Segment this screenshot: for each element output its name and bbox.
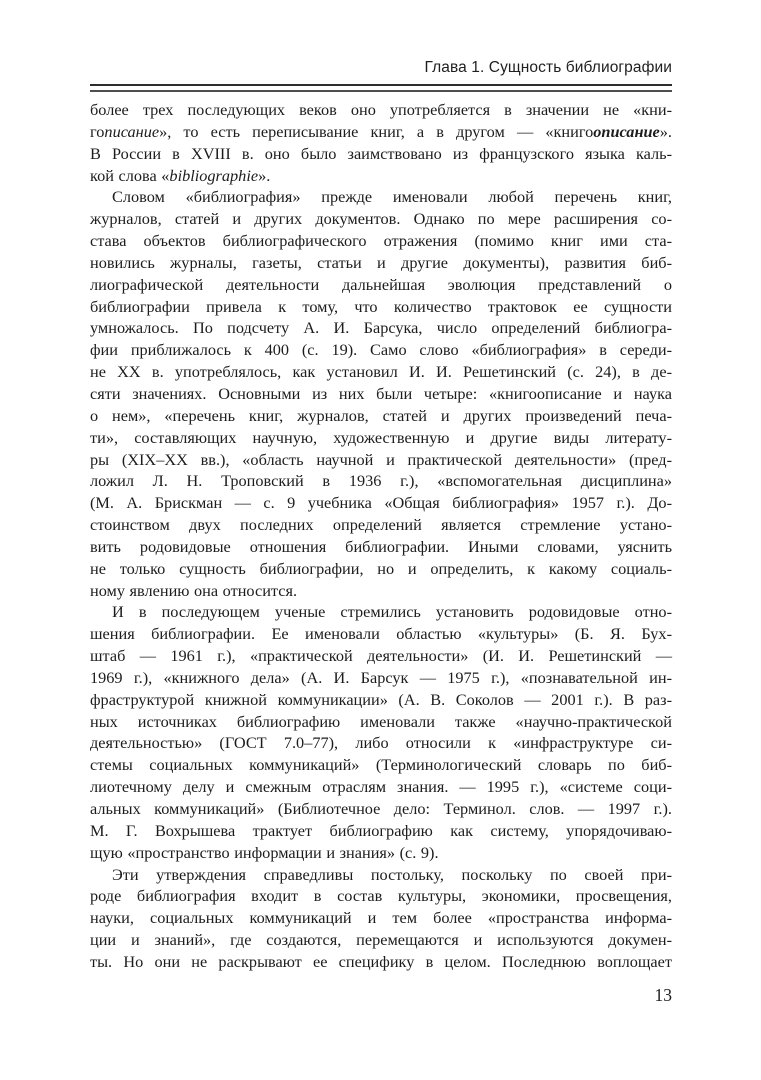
- header-double-rule: [90, 84, 672, 92]
- paragraph: [90, 601, 672, 863]
- text-line: роде библиография входит в состав культуры, экономики, просвещения,: [90, 886, 672, 906]
- text-line: умножалось. По подсчету А. И. Барсука, число определений библиогра-: [90, 318, 672, 338]
- text-line: о нем», «перечень книг, журналов, статей и других произведений печа-: [90, 405, 672, 425]
- text-line: щую «пространство информации и знания» (с. 9).: [90, 842, 439, 862]
- text-line: науки, социальных коммуникаций и тем более «пространства информа-: [90, 908, 672, 928]
- paragraph: [90, 186, 672, 601]
- text-line: новились журналы, газеты, статьи и другие документы), развития биб-: [90, 252, 672, 272]
- text-line: деятельностью» (ГОСТ 7.0–77), либо относили к «инфраструктуре си-: [90, 733, 672, 753]
- text-line: кой слова «bibliographie».: [90, 165, 271, 185]
- text-line: лиотечному делу и смежным отраслям знания. — 1995 г.), «системе соци-: [90, 777, 672, 797]
- text-line: гописание», то есть переписывание книг, а в другом — «книгоописание».: [90, 121, 672, 141]
- text-line: сяти значениях. Основными из них были четыре: «книгоописание и наука: [90, 383, 672, 403]
- text-line: библиографии привела к тому, что количество трактовок ее сущности: [90, 296, 672, 316]
- text-line: фраструктурой книжной коммуникации» (А. В. Соколов — 2001 г.). В раз-: [90, 689, 672, 709]
- text-line: шения библиографии. Ее именовали областью «культуры» (Б. Я. Бух-: [90, 624, 672, 644]
- page-number: 13: [654, 985, 672, 1005]
- text-line: М. Г. Вохрышева трактует библиографию как систему, упорядочиваю-: [90, 820, 672, 840]
- text-line: стоинством двух последних определений является стремление устано-: [90, 515, 672, 535]
- text-line: Словом «библиография» прежде именовали любой перечень книг,: [112, 187, 672, 207]
- text-line: лиографической деятельности дальнейшая эволюция представлений о: [90, 274, 672, 294]
- text-line: ты. Но они не раскрывают ее специфику в целом. Последнюю воплощает: [90, 951, 672, 971]
- text-line: (М. А. Брискман — с. 9 учебника «Общая библиография» 1957 г.). До-: [90, 493, 672, 513]
- text-line: ции и знаний», где создаются, перемещаются и используются докумен-: [90, 930, 672, 950]
- text-line: ложил Л. Н. Троповский в 1936 г.), «вспомогательная дисциплина»: [90, 471, 672, 491]
- text-line: става объектов библиографического отражения (помимо книг ими ста-: [90, 231, 672, 251]
- text-line: журналов, статей и других документов. Однако по мере расширения со-: [90, 209, 672, 229]
- running-head-chapter-title: Глава 1. Сущность библиографии: [424, 59, 672, 76]
- text-line: вить родовидовые отношения библиографии. Иными словами, уяснить: [90, 536, 672, 556]
- text-line: В России в XVIII в. оно было заимствовано из французского языка каль-: [90, 143, 672, 163]
- text-line: более трех последующих веков оно употребляется в значении не «кни-: [90, 100, 672, 119]
- text-line: Эти утверждения справедливы постольку, поскольку по своей при-: [112, 864, 672, 884]
- text-line: стемы социальных коммуникаций» (Терминологический словарь по биб-: [90, 755, 672, 775]
- text-line: не XX в. употреблялось, как установил И. И. Решетинский (с. 24), в де-: [90, 362, 672, 382]
- text-line: ных источниках библиографию именовали также «научно-практической: [90, 711, 672, 731]
- paragraph: [90, 864, 672, 973]
- text-line: не только сущность библиографии, но и определить, к какому социаль-: [90, 558, 672, 578]
- text-line: И в последующем ученые стремились установить родовидовые отно-: [112, 602, 672, 622]
- book-page: [90, 0, 672, 1080]
- text-line: ному явлению она относится.: [90, 580, 298, 600]
- paragraph: [90, 99, 672, 186]
- body-text: [90, 99, 672, 973]
- text-line: ры (XIX–XX вв.), «область научной и практической деятельности» (пред-: [90, 449, 672, 469]
- text-line: альных коммуникаций» (Библиотечное дело: Терминол. слов. — 1997 г.).: [90, 799, 672, 818]
- text-line: штаб — 1961 г.), «практической деятельности» (И. И. Решетинский —: [90, 646, 672, 666]
- text-line: ти», составляющих научную, художественную и другие виды литерату-: [90, 427, 672, 447]
- text-line: 1969 г.), «книжного дела» (А. И. Барсук — 1975 г.), «познавательной ин-: [90, 667, 672, 687]
- text-line: фии приближалось к 400 (с. 19). Само слово «библиография» в середи-: [90, 340, 672, 360]
